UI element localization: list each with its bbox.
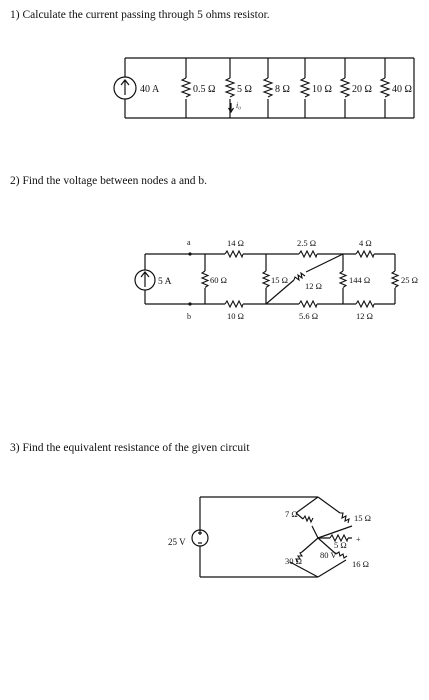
circuit-3-resistor-15 — [340, 513, 349, 523]
circuit-1 — [114, 58, 414, 118]
question-2-number: 2) — [10, 175, 20, 187]
circuit-1-resistor-2 — [226, 78, 234, 97]
circuit-3-r80-label: 80 V — [320, 550, 337, 560]
circuit-2-resistor-12 — [356, 301, 374, 307]
circuit-1-resistor-5 — [341, 78, 349, 97]
question-3-text: Find the equivalent resistance of the given circuit — [22, 442, 250, 454]
question-1-number: 1) — [10, 9, 20, 21]
question-1-text: Calculate the current passing through 5 ohms resistor. — [22, 9, 270, 21]
circuit-2-r25b-label: 25 Ω — [401, 275, 418, 285]
circuit-1-resistor-4 — [301, 78, 309, 97]
circuit-2-r144-label: 144 Ω — [349, 275, 371, 285]
circuit-1-r3-label: 8 Ω — [275, 84, 290, 95]
circuit-2-r12-label: 12 Ω — [356, 311, 373, 321]
circuit-2-r12d-label: 12 Ω — [305, 281, 322, 291]
circuit-3-resistor-7 — [303, 516, 313, 522]
circuit-2-r4-label: 4 Ω — [359, 238, 372, 248]
question-2-text: Find the voltage between nodes a and b. — [22, 175, 208, 187]
circuit-2-source-label: 5 A — [158, 277, 172, 287]
circuit-1-resistor-1 — [182, 78, 190, 97]
circuit-1-current-label: i₀ — [236, 101, 242, 110]
circuit-3-resistor-16 — [336, 552, 347, 558]
circuit-2-resistor-60 — [202, 271, 208, 288]
circuit-2-resistor-5-6 — [299, 301, 317, 307]
circuit-2-resistor-144 — [340, 271, 346, 288]
circuit-2-resistor-25 — [392, 271, 398, 288]
circuit-3-source-label: 25 V — [168, 537, 186, 547]
circuit-3-r7-label: 7 Ω — [285, 509, 298, 519]
circuit-2-r10-label: 10 Ω — [227, 311, 244, 321]
node-b-label: b — [187, 312, 191, 321]
circuit-3-r16-label: 16 Ω — [352, 559, 369, 569]
circuit-2-resistor-4 — [356, 251, 374, 257]
circuit-1-current-arrow — [229, 103, 234, 112]
circuit-2-resistor-2-5 — [299, 251, 317, 257]
circuit-3-r5-label: 5 Ω — [334, 540, 347, 550]
circuit-1-resistor-6 — [381, 78, 389, 97]
circuit-3 — [168, 497, 371, 577]
circuit-3-voltage-source — [192, 530, 208, 546]
circuit-2-resistor-10 — [225, 301, 243, 307]
circuit-1-r5-label: 20 Ω — [352, 84, 372, 95]
circuit-2-r56-label: 5.6 Ω — [299, 311, 319, 321]
node-a-label: a — [187, 238, 191, 247]
circuit-3-r15-label: 15 Ω — [354, 513, 371, 523]
circuit-2-resistor-15 — [263, 271, 269, 288]
circuit-3-plus-sign: + — [356, 535, 361, 544]
circuit-2-r25-label: 2.5 Ω — [297, 238, 317, 248]
circuit-1-source-label: 40 A — [140, 84, 160, 95]
circuit-1-r4-label: 10 Ω — [312, 84, 332, 95]
circuit-2-r60-label: 60 Ω — [210, 275, 227, 285]
circuit-1-r2-label: 5 Ω — [237, 84, 252, 95]
question-3-number: 3) — [10, 442, 20, 454]
circuit-1-r1-label: 0.5 Ω — [193, 84, 216, 95]
circuit-3-r30-label: 30 Ω — [285, 556, 302, 566]
circuit-2-resistor-14 — [225, 251, 243, 257]
circuit-2-r14-label: 14 Ω — [227, 238, 244, 248]
circuit-2 — [135, 238, 418, 321]
circuit-1-r6-label: 40 Ω — [392, 84, 412, 95]
circuit-2-resistor-12-diagonal — [294, 273, 305, 280]
circuit-2-r15-label: 15 Ω — [271, 275, 288, 285]
circuit-1-current-source — [114, 77, 136, 99]
circuit-2-current-source — [135, 270, 155, 290]
circuit-1-resistor-3 — [264, 78, 272, 97]
